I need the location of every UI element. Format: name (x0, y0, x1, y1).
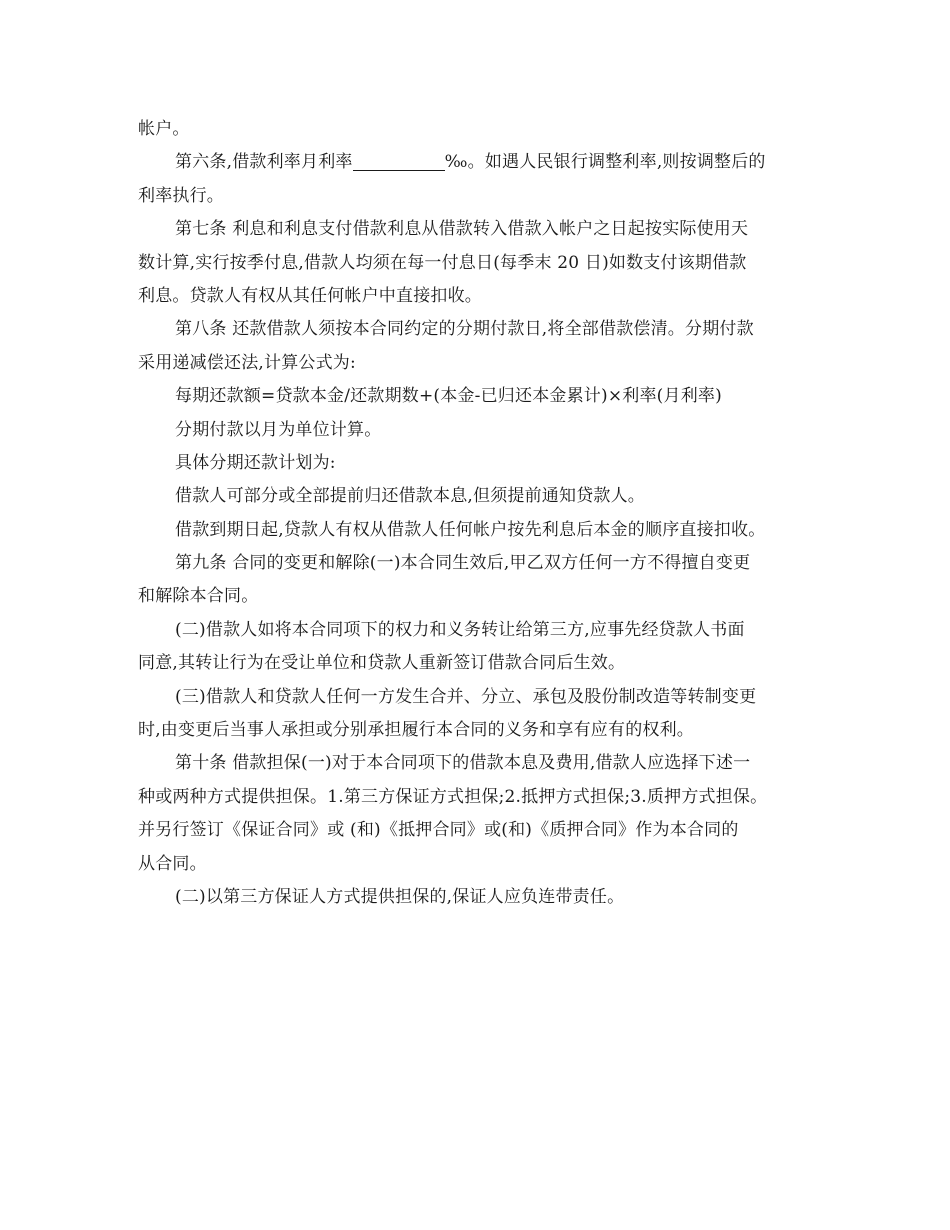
text-line: 利息。贷款人有权从其任何帐户中直接扣收。 (138, 285, 482, 306)
text-line: 时,由变更后当事人承担或分别承担履行本合同的义务和享有应有的权利。 (138, 720, 695, 741)
article-10-heading-line: 第十条 借款担保(一)对于本合同项下的借款本息及费用,借款人应选择下述一 (175, 753, 751, 774)
article-9-heading-line: 第九条 合同的变更和解除(一)本合同生效后,甲乙双方任何一方不得擅自变更 (175, 553, 751, 574)
text-line: (二)以第三方保证人方式提供担保的,保证人应负连带责任。 (175, 886, 625, 907)
text-line: 同意,其转让行为在受让单位和贷款人重新签订借款合同后生效。 (138, 653, 626, 674)
article-7-heading-line: 第七条 利息和利息支付借款利息从借款转入借款入帐户之日起按实际使用天 (175, 219, 749, 240)
text-line: 借款到期日起,贷款人有权从借款人任何帐户按先利息后本金的顺序直接扣收。 (175, 519, 766, 540)
formula-line: 每期还款额=贷款本金/还款期数+(本金-已归还本金累计)×利率(月利率) (175, 386, 722, 407)
article-6-text: 第六条,借款利率月利率 (175, 152, 353, 173)
text-line: (三)借款人和贷款人任何一方发生合并、分立、承包及股份制改造等转制变更 (175, 686, 757, 707)
article-6-suffix: ‰。如遇人民银行调整利率,则按调整后的 (444, 152, 766, 173)
text-line: (二)借款人如将本合同项下的权力和义务转让给第三方,应事先经贷款人书面 (175, 619, 745, 640)
interest-rate-blank (353, 150, 445, 171)
text-line: 具体分期还款计划为: (175, 452, 336, 473)
article-6-line (138, 146, 818, 179)
text-line: 数计算,实行按季付息,借款人均须在每一付息日(每季末 20 日)如数支付该期借款 (138, 252, 747, 273)
text-line: 从合同。 (138, 853, 207, 874)
document-body (138, 113, 818, 914)
text-line: 并另行签订《保证合同》或 (和)《抵押合同》或(和)《质押合同》作为本合同的 (138, 820, 739, 841)
text-line: 种或两种方式提供担保。1.第三方保证方式担保;2.抵押方式担保;3.质押方式担保。 (138, 786, 768, 807)
text-line: 帐户。 (138, 119, 190, 139)
text-line: 分期付款以月为单位计算。 (175, 419, 382, 440)
text-line: 利率执行。 (138, 185, 224, 206)
article-8-heading-line: 第八条 还款借款人须按本合同约定的分期付款日,将全部借款偿清。分期付款 (175, 319, 754, 340)
text-line: 和解除本合同。 (138, 586, 259, 607)
text-line: 采用递减偿还法,计算公式为: (138, 352, 356, 373)
text-line: 借款人可部分或全部提前归还借款本息,但须提前通知贷款人。 (175, 486, 646, 507)
